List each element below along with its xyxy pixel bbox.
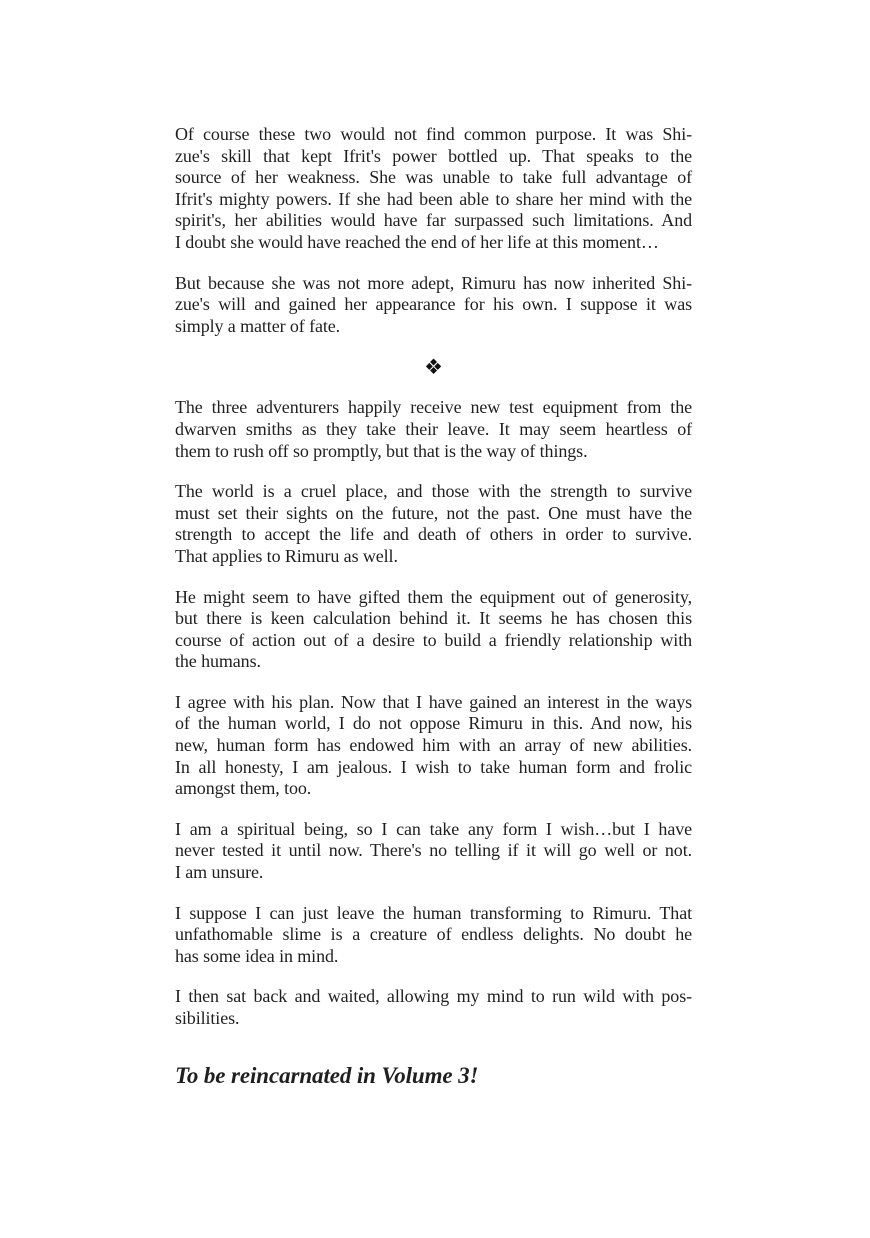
text-line: simply a matter of fate. [175,315,341,336]
text-line: I suppose I can just leave the human transforming to Rimuru. That [175,902,692,923]
text-line: must set their sights on the future, not the past. One must have the [175,502,692,523]
text-line: of the human world, I do not oppose Rimuru in this. And now, his [175,713,692,734]
text-line: I agree with his plan. Now that I have gained an interest in the ways [175,691,692,712]
text-column [175,124,692,1090]
text-line: Of course these two would not find common purpose. It was Shi- [175,124,692,144]
text-line: amongst them, too. [175,778,312,799]
paragraph [175,397,692,462]
paragraph [175,986,692,1029]
text-line: I am a spiritual being, so I can take any form I wish…but I have [175,818,692,839]
paragraph [175,273,692,338]
text-line: But because she was not more adept, Rimuru has now inherited Shi- [175,272,692,293]
text-line: dwarven smiths as they take their leave. It may seem heartless of [175,418,692,439]
text-line: unfathomable slime is a creature of endless delights. No doubt he [175,924,692,945]
text-line: but there is keen calculation behind it. It seems he has chosen this [175,608,692,629]
text-line: them to rush off so promptly, but that is the way of things. [175,440,588,461]
text-line: course of action out of a desire to build a friendly relationship with [175,629,692,650]
paragraph [175,587,692,673]
paragraph [175,124,692,254]
text-line: source of her weakness. She was unable to take full advantage of [175,167,692,188]
text-line: never tested it until now. There's no telling if it will go well or not. [175,840,692,861]
diamond-ornament-icon: ❖ [424,355,443,380]
text-line: zue's will and gained her appearance for his own. I suppose it was [175,294,692,315]
paragraph [175,692,692,800]
text-line: sibilities. [175,1008,240,1028]
paragraph [175,903,692,968]
text-line: I am unsure. [175,862,264,883]
text-line: I then sat back and waited, allowing my mind to run wild with pos- [175,986,692,1007]
text-line: strength to accept the life and death of others in order to survive. [175,524,692,545]
text-line: zue's skill that kept Ifrit's power bottled up. That speaks to the [175,145,692,166]
text-line: has some idea in mind. [175,945,339,966]
text-line: spirit's, her abilities would have far surpassed such limitations. And [175,210,692,231]
text-line: The three adventurers happily receive new test equipment from the [175,397,692,418]
paragraph [175,819,692,884]
text-line: In all honesty, I am jealous. I wish to take human form and frolic [175,756,692,777]
text-line: He might seem to have gifted them the equipment out of generosity, [175,586,692,607]
text-line: the humans. [175,651,261,672]
section-divider [175,356,692,378]
text-line: new, human form has endowed him with an array of new abilities. [175,735,692,756]
closing-line: To be reincarnated in Volume 3! [175,1062,479,1088]
text-line: I doubt she would have reached the end of her life at this moment… [175,231,659,252]
text-line: Ifrit's mighty powers. If she had been able to share her mind with the [175,188,692,209]
text-line: The world is a cruel place, and those with the strength to survive [175,481,692,502]
text-line: That applies to Rimuru as well. [175,545,398,566]
paragraph [175,481,692,567]
